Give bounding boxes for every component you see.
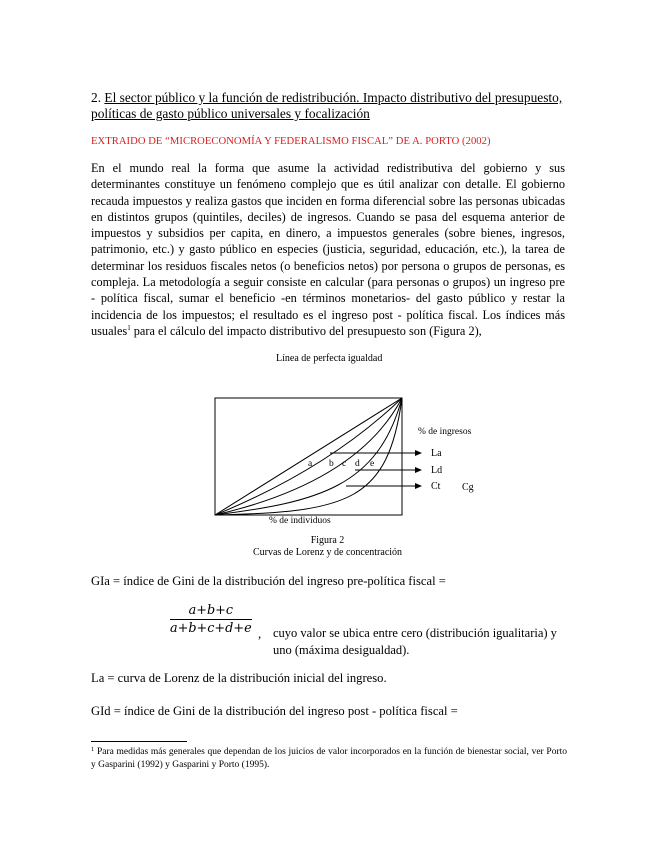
curve-label-ld: Ld [431,465,443,476]
arrowhead-ld [415,467,422,473]
section-title: El sector público y la función de redistribución. Impacto distributivo del presupuesto, políticas de gasto público universales y focalización [91,90,563,121]
paragraph-text: En el mundo real la forma que asume la actividad redistributiva del gobierno y sus determinantes constituye un fenómeno complejo que es útil analizar con detalle. El gobierno recauda impuestos y realiza gastos que inciden en forma diferencial sobre las personas ubicadas en distintos grupos (quintiles, deciles) de ingresos. Cuando se pasa del esquema anterior de impuestos y subsidios per capita, en dinero, a impuestos generales (sobre bienes, ingresos, patrimonio, etc.) y gasto público en especies (justicia, seguridad, educación, etc.), la tarea de determinar los residuos fiscales netos (o beneficios netos) por persona o grupos de personas, es compleja. La metodología a seguir consiste en calcular (para personas o grupos) un ingreso pre - política fiscal, sumar el beneficio -en términos monetarios- del gasto público y restar la incidencia de los impuestos; el resultado es el ingreso post - política fiscal. Los índices más usuales [91,161,565,338]
equality-line-label: Línea de perfecta igualdad [276,353,383,364]
gini-post-definition: GId = índice de Gini de la distribución del ingreso post - política fiscal = [91,704,458,718]
curve-label-ct: Ct [431,481,441,492]
area-label-c: c [342,459,347,469]
figure-caption-title: Figura 2 [310,535,345,546]
curve-label-cg: Cg [462,482,474,493]
area-label-e: e [370,459,375,469]
area-label-d: d [355,459,360,469]
fraction-comma: , [258,626,262,641]
footnote [91,746,567,771]
y-axis-label: % de ingresos [418,427,472,437]
footnote-text: Para medidas más generales que dependan de los juicios de valor incorporados en la función de bienestar social, ver Porto y Gasparini (1992) y Gasparini y Porto (1995). [91,747,567,770]
section-number: 2. [91,90,102,105]
x-axis-label: % de individuos [269,516,331,526]
arrowhead-ct [415,483,422,489]
fraction-explanation: cuyo valor se ubica entre cero (distribución igualitaria) y uno (máxima desigualdad). [273,626,557,657]
gini-fraction [170,603,252,636]
fraction-numerator: a+b+c [170,603,252,620]
paragraph-text-end: para el cálculo del impacto distributivo del presupuesto son (Figura 2), [130,323,482,338]
gini-pre-definition: GIa = índice de Gini de la distribución del ingreso pre-política fiscal = [91,574,446,588]
body-paragraph [91,160,565,339]
lorenz-figure [208,352,508,562]
area-label-a: a [308,459,313,469]
footnote-mark: 1 [91,746,95,753]
footnote-separator [91,741,187,742]
source-line: EXTRAIDO DE “MICROECONOMÍA Y FEDERALISMO FISCAL” DE A. PORTO (2002) [91,136,491,147]
area-label-b: b [329,459,334,469]
footnote-reference: 1 [127,323,131,332]
section-heading [91,90,566,122]
curve-label-la: La [431,448,442,459]
lorenz-curve-definition: La = curva de Lorenz de la distribución inicial del ingreso. [91,671,387,685]
figure-caption-text: Curvas de Lorenz y de concentración [252,547,403,558]
arrowhead-la [415,450,422,456]
fraction-denominator: a+b+c+d+e [170,621,252,636]
